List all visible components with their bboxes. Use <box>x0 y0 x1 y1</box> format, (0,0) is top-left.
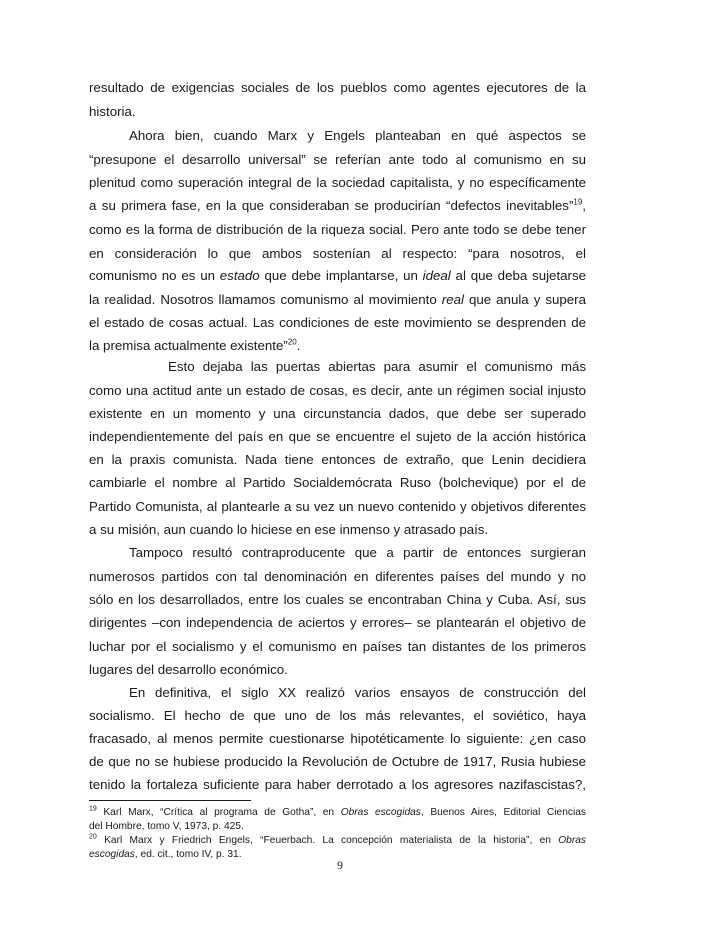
footnote-ref: 20 <box>287 337 297 347</box>
body-line: socialismo. El hecho de que uno de los más relevantes, el soviético, haya <box>89 708 586 723</box>
footnote-ref: 19 <box>573 197 583 207</box>
body-line: en consideración lo que ambos sostenían al respecto: “para nosotros, el <box>89 246 586 261</box>
body-line: Esto dejaba las puertas abiertas para asumir el comunismo más <box>168 359 586 374</box>
body-line: “presupone el desarrollo universal” se referían ante todo al comunismo en su <box>89 152 586 167</box>
body-line: en la praxis comunista. Nada tiene entonces de extraño, que Lenin decidiera <box>89 452 586 467</box>
footnote-line: $^{20}$ Karl Marx y Friedrich Engels, “Feuerbach. La concepción materialista de la historia”, en Obras <box>89 833 586 846</box>
body-line: existente en un momento y una circunstancia dados, que debe ser superado <box>89 406 586 421</box>
body-line: a su primera fase, en la que consideraban se producirían “defectos inevitables”$^{19}$, <box>89 197 586 213</box>
body-line: sólo en los desarrollados, entre los cuales se encontraban China y Cuba. Así, sus <box>89 592 586 607</box>
footnote-line: $^{19}$ Karl Marx, “Crítica al programa de Gotha”, en Obras escogidas, Buenos Aires, Editorial Ciencias <box>89 805 586 818</box>
body-line: plenitud como superación integral de la sociedad capitalista, y no específicamente <box>89 175 586 190</box>
body-line: el estado de cosas actual. Las condiciones de este movimiento se desprenden de <box>89 315 586 330</box>
body-line: Ahora bien, cuando Marx y Engels planteaban en qué aspectos se <box>129 128 586 143</box>
body-line: luchar por el socialismo y el comunismo en países tan distantes de los primeros <box>89 639 586 654</box>
body-line: Tampoco resultó contraproducente que a partir de entonces surgieran <box>129 545 586 560</box>
body-line: como es la forma de distribución de la riqueza social. Pero ante todo se debe tener <box>89 222 586 237</box>
page-number: 9 <box>337 858 343 872</box>
body-line: de que no se hubiese producido la Revolución de Octubre de 1917, Rusia hubiese <box>89 754 586 769</box>
body-line: a su misión, aun cuando lo hiciese en ese inmenso y atrasado país. <box>89 522 489 537</box>
body-line: resultado de exigencias sociales de los pueblos como agentes ejecutores de la <box>89 80 586 95</box>
body-line: la premisa actualmente existente”$^{20}$. <box>89 337 301 353</box>
body-line: historia. <box>89 104 136 119</box>
body-line: En definitiva, el siglo XX realizó varios ensayos de construcción del <box>129 685 586 700</box>
footnote-number: 19 <box>89 805 97 813</box>
body-line: fracasado, al menos permite cuestionarse hipotéticamente lo siguiente: ¿en caso <box>89 731 586 746</box>
body-line: tenido la fortaleza suficiente para haber derrotado a los agresores nazifascistas?, <box>89 777 586 792</box>
footnote-number: 20 <box>89 833 97 841</box>
body-line: independientemente del país en que se encuentre el sujeto de la acción histórica <box>89 429 586 444</box>
footnote-separator <box>89 800 251 801</box>
footnote-line: escogidas, ed. cit., tomo IV, p. 31. <box>89 849 242 860</box>
body-line: cambiarle el nombre al Partido Socialdemócrata Ruso (bolchevique) por el de <box>89 475 586 490</box>
body-line: Partido Comunista, al plantearle a su vez un nuevo contenido y objetivos diferentes <box>89 499 586 514</box>
body-line: dirigentes –con independencia de aciertos y errores– se plantearán el objetivo de <box>89 615 586 630</box>
body-line: como una actitud ante un estado de cosas, es decir, ante un régimen social injusto <box>89 383 586 398</box>
footnote-line: del Hombre, tomo V, 1973, p. 425. <box>89 821 244 832</box>
body-line: numerosos partidos con tal denominación en diferentes países del mundo y no <box>89 569 586 584</box>
body-line: la realidad. Nosotros llamamos comunismo al movimiento real que anula y supera <box>89 292 586 307</box>
body-line: comunismo no es un estado que debe implantarse, un ideal al que deba sujetarse <box>89 268 587 283</box>
body-line: lugares del desarrollo económico. <box>89 662 288 677</box>
